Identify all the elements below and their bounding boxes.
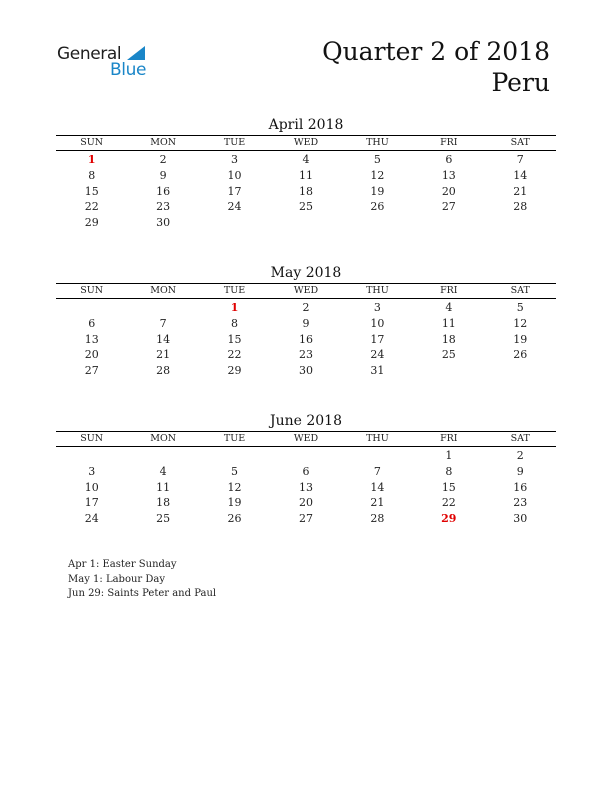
day-cell — [127, 447, 198, 464]
day-cell: 3 — [373, 301, 381, 314]
day-cell: 13 — [441, 168, 456, 182]
day-cell: 30 — [513, 512, 528, 526]
day-cell: 25 — [441, 348, 456, 362]
weekday-header: FRI — [413, 284, 484, 299]
weekday-header: WED — [270, 284, 341, 299]
weekday-header: MON — [127, 432, 198, 447]
holiday-note: May 1: Labour Day — [68, 573, 165, 585]
day-cell: 29 — [227, 364, 242, 378]
day-cell — [56, 299, 127, 316]
day-cell: 20 — [298, 496, 313, 510]
day-cell: 25 — [298, 200, 313, 214]
week-row — [56, 316, 556, 332]
day-cell: 23 — [513, 496, 528, 510]
day-cell: 3 — [231, 153, 239, 166]
weekday-header: SAT — [485, 136, 556, 151]
week-row — [56, 347, 556, 363]
day-cell: 3 — [88, 464, 96, 478]
day-cell: 24 — [84, 512, 99, 526]
day-cell: 30 — [156, 216, 171, 230]
day-cell: 16 — [513, 480, 528, 494]
weekday-header: WED — [270, 136, 341, 151]
day-cell: 21 — [513, 184, 528, 198]
day-cell — [56, 447, 127, 464]
day-cell: 20 — [441, 184, 456, 198]
month-title: June 2018 — [269, 413, 342, 429]
day-cell: 17 — [84, 496, 99, 510]
weekday-header: MON — [127, 136, 198, 151]
day-cell — [270, 447, 341, 464]
day-cell: 25 — [156, 512, 171, 526]
weekday-header: THU — [342, 432, 413, 447]
weekday-header: SAT — [485, 432, 556, 447]
day-cell: 19 — [227, 496, 242, 510]
day-cell: 23 — [156, 200, 171, 214]
day-cell: 4 — [302, 153, 310, 166]
day-cell: 14 — [156, 332, 171, 346]
day-cell: 18 — [156, 496, 171, 510]
day-cell: 28 — [513, 200, 528, 214]
day-cell: 13 — [298, 480, 313, 494]
day-cell: 5 — [373, 153, 381, 166]
page-title: Quarter 2 of 2018 — [322, 37, 550, 66]
month-title: April 2018 — [268, 117, 344, 133]
logo-text-general: General — [57, 44, 122, 64]
logo-text-blue: Blue — [110, 60, 147, 80]
day-cell: 26 — [227, 512, 242, 526]
month-grid — [56, 135, 556, 231]
day-cell: 8 — [231, 316, 239, 330]
week-row — [56, 332, 556, 348]
day-cell: 26 — [370, 200, 385, 214]
day-cell: 14 — [370, 480, 385, 494]
day-cell: 21 — [156, 348, 171, 362]
day-cell: 21 — [370, 496, 385, 510]
month-calendar — [56, 411, 556, 527]
week-row — [56, 480, 556, 496]
day-cell: 4 — [445, 301, 453, 314]
day-cell: 9 — [159, 168, 167, 182]
day-cell: 1 — [445, 449, 453, 462]
weekday-header: TUE — [199, 136, 270, 151]
day-cell: 27 — [298, 512, 313, 526]
day-cell: 9 — [516, 464, 524, 478]
day-cell: 19 — [513, 332, 528, 346]
weekday-header: SAT — [485, 284, 556, 299]
day-cell: 18 — [298, 184, 313, 198]
day-cell: 30 — [298, 364, 313, 378]
day-cell: 27 — [441, 200, 456, 214]
holiday-day-cell: 1 — [87, 153, 96, 166]
day-cell: 17 — [227, 184, 242, 198]
week-row — [56, 511, 556, 527]
day-cell: 16 — [156, 184, 171, 198]
day-cell — [485, 363, 556, 379]
holiday-note: Jun 29: Saints Peter and Paul — [68, 588, 217, 599]
day-cell: 24 — [370, 348, 385, 362]
day-cell — [199, 215, 270, 231]
day-cell — [342, 447, 413, 464]
day-cell: 10 — [370, 316, 385, 330]
month-title: May 2018 — [270, 265, 342, 281]
week-row — [56, 447, 556, 464]
week-row — [56, 363, 556, 379]
day-cell: 6 — [302, 464, 310, 478]
day-cell: 7 — [516, 153, 524, 166]
weekday-header: WED — [270, 432, 341, 447]
weekday-header: SUN — [56, 432, 127, 447]
holiday-day-cell: 1 — [230, 301, 239, 314]
week-row — [56, 168, 556, 184]
day-cell — [270, 215, 341, 231]
weekday-header: SUN — [56, 284, 127, 299]
month-calendar — [56, 263, 556, 379]
holiday-day-cell: 29 — [441, 512, 457, 526]
day-cell: 24 — [227, 200, 242, 214]
day-cell: 11 — [156, 480, 171, 494]
holiday-notes — [68, 558, 216, 602]
day-cell: 7 — [373, 464, 381, 478]
day-cell: 8 — [445, 464, 453, 478]
day-cell: 22 — [441, 496, 456, 510]
weekday-header: THU — [342, 284, 413, 299]
weekday-header: MON — [127, 284, 198, 299]
month-calendar — [56, 115, 556, 231]
weekday-header: TUE — [199, 432, 270, 447]
day-cell: 10 — [84, 480, 99, 494]
month-grid — [56, 283, 556, 379]
day-cell: 19 — [370, 184, 385, 198]
day-cell: 28 — [370, 512, 385, 526]
weekday-header: THU — [342, 136, 413, 151]
day-cell: 27 — [84, 364, 99, 378]
country-name: Peru — [491, 68, 550, 97]
day-cell: 2 — [516, 449, 524, 462]
day-cell — [127, 299, 198, 316]
day-cell — [199, 447, 270, 464]
week-row — [56, 495, 556, 511]
day-cell: 2 — [159, 153, 167, 166]
week-row — [56, 464, 556, 480]
logo — [57, 44, 157, 84]
day-cell: 15 — [441, 480, 456, 494]
day-cell: 2 — [302, 301, 310, 314]
day-cell: 7 — [159, 316, 167, 330]
day-cell: 8 — [88, 168, 96, 182]
day-cell: 23 — [298, 348, 313, 362]
week-row — [56, 184, 556, 200]
day-cell: 11 — [441, 316, 456, 330]
page-title-block — [322, 36, 550, 98]
day-cell: 9 — [302, 316, 310, 330]
week-row — [56, 151, 556, 168]
month-grid — [56, 431, 556, 527]
day-cell: 22 — [227, 348, 242, 362]
logo-triangle-icon — [127, 46, 145, 60]
week-row — [56, 299, 556, 316]
day-cell: 6 — [88, 316, 96, 330]
day-cell: 13 — [84, 332, 99, 346]
day-cell — [342, 215, 413, 231]
day-cell: 26 — [513, 348, 528, 362]
weekday-header: FRI — [413, 432, 484, 447]
day-cell: 14 — [513, 168, 528, 182]
day-cell: 6 — [445, 153, 453, 166]
day-cell — [413, 215, 484, 231]
day-cell: 5 — [516, 301, 524, 314]
day-cell: 20 — [84, 348, 99, 362]
day-cell: 15 — [84, 184, 99, 198]
week-row — [56, 215, 556, 231]
day-cell: 17 — [370, 332, 385, 346]
day-cell: 11 — [298, 168, 313, 182]
day-cell: 10 — [227, 168, 242, 182]
day-cell: 12 — [227, 480, 242, 494]
day-cell: 15 — [227, 332, 242, 346]
day-cell — [413, 363, 484, 379]
day-cell: 28 — [156, 364, 171, 378]
week-row — [56, 199, 556, 215]
day-cell: 18 — [441, 332, 456, 346]
day-cell: 16 — [298, 332, 313, 346]
holiday-note: Apr 1: Easter Sunday — [68, 559, 177, 570]
weekday-header: SUN — [56, 136, 127, 151]
day-cell: 5 — [231, 464, 239, 478]
day-cell: 29 — [84, 216, 99, 230]
day-cell: 12 — [370, 168, 385, 182]
day-cell: 4 — [159, 464, 167, 478]
weekday-header: FRI — [413, 136, 484, 151]
day-cell — [485, 215, 556, 231]
day-cell: 31 — [370, 364, 385, 378]
day-cell: 22 — [84, 200, 99, 214]
day-cell: 12 — [513, 316, 528, 330]
weekday-header: TUE — [199, 284, 270, 299]
